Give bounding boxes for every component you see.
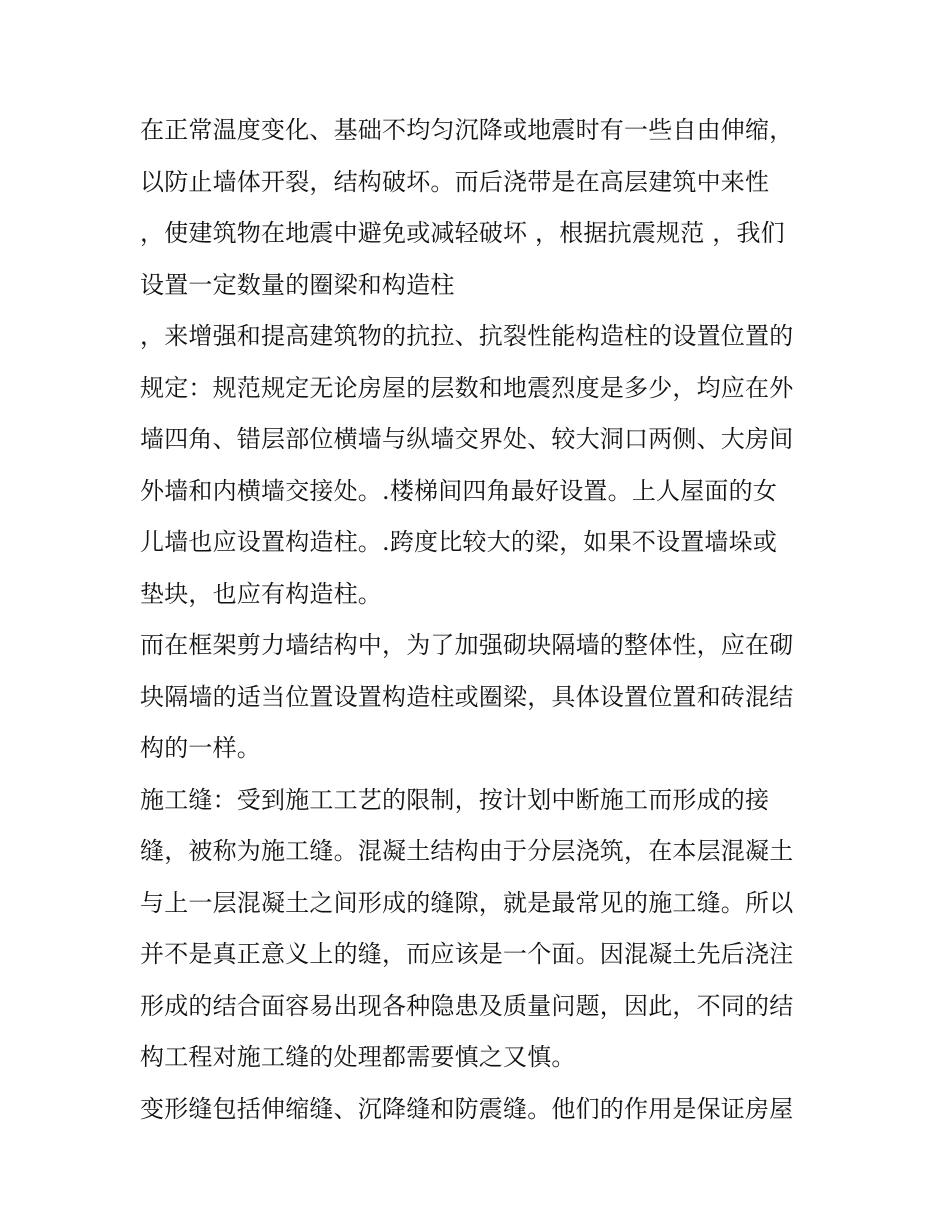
body-text [140, 105, 820, 1135]
text-line: 而在框架剪力墙结构中，为了加强砌块隔墙的整体性，应在砌 [140, 631, 794, 659]
text-line: 构工程对施工缝的处理都需要慎之又慎。 [140, 1043, 576, 1071]
text-line: 缝，被称为施工缝。混凝土结构由于分层浇筑，在本层混凝土 [140, 837, 794, 865]
text-line: 在正常温度变化、基础不均匀沉降或地震时有一些自由伸缩， [140, 116, 794, 144]
text-line: 施工缝：受到施工工艺的限制，按计划中断施工而形成的接 [140, 785, 770, 814]
text-line: 块隔墙的适当位置设置构造柱或圈梁，具体设置位置和砖混结 [140, 682, 794, 711]
text-line: 设置一定数量的圈梁和构造柱 [140, 270, 455, 299]
text-line: ，使建筑物在地震中避免或减轻破坏 ，根据抗震规范 ，我们 [140, 219, 785, 247]
text-line: 构的一样。 [140, 734, 261, 762]
text-line: 形成的结合面容易出现各种隐患及质量问题，因此，不同的结 [140, 991, 794, 1020]
text-line: ，来增强和提高建筑物的抗拉、抗裂性能构造柱的设置位置的 [140, 322, 794, 350]
text-line: 并不是真正意义上的缝，而应该是一个面。因混凝土先后浇注 [140, 940, 794, 968]
text-line: 墙四角、错层部位横墙与纵墙交界处、较大洞口两侧、大房间 [140, 425, 794, 453]
text-line: 变形缝包括伸缩缝、沉降缝和防震缝。他们的作用是保证房屋 [140, 1094, 794, 1123]
text-line: 垫块，也应有构造柱。 [140, 579, 382, 608]
text-line: 儿墙也应设置构造柱。.跨度比较大的梁，如果不设置墙垛或 [140, 528, 778, 556]
text-line: 规定：规范规定无论房屋的层数和地震烈度是多少，均应在外 [140, 373, 794, 402]
text-line: 以防止墙体开裂，结构破坏。而后浇带是在高层建筑中来性 [140, 167, 770, 196]
text-line: 外墙和内横墙交接处。.楼梯间四角最好设置。上人屋面的女 [140, 476, 778, 505]
text-line: 与上一层混凝土之间形成的缝隙，就是最常见的施工缝。所以 [140, 888, 794, 917]
